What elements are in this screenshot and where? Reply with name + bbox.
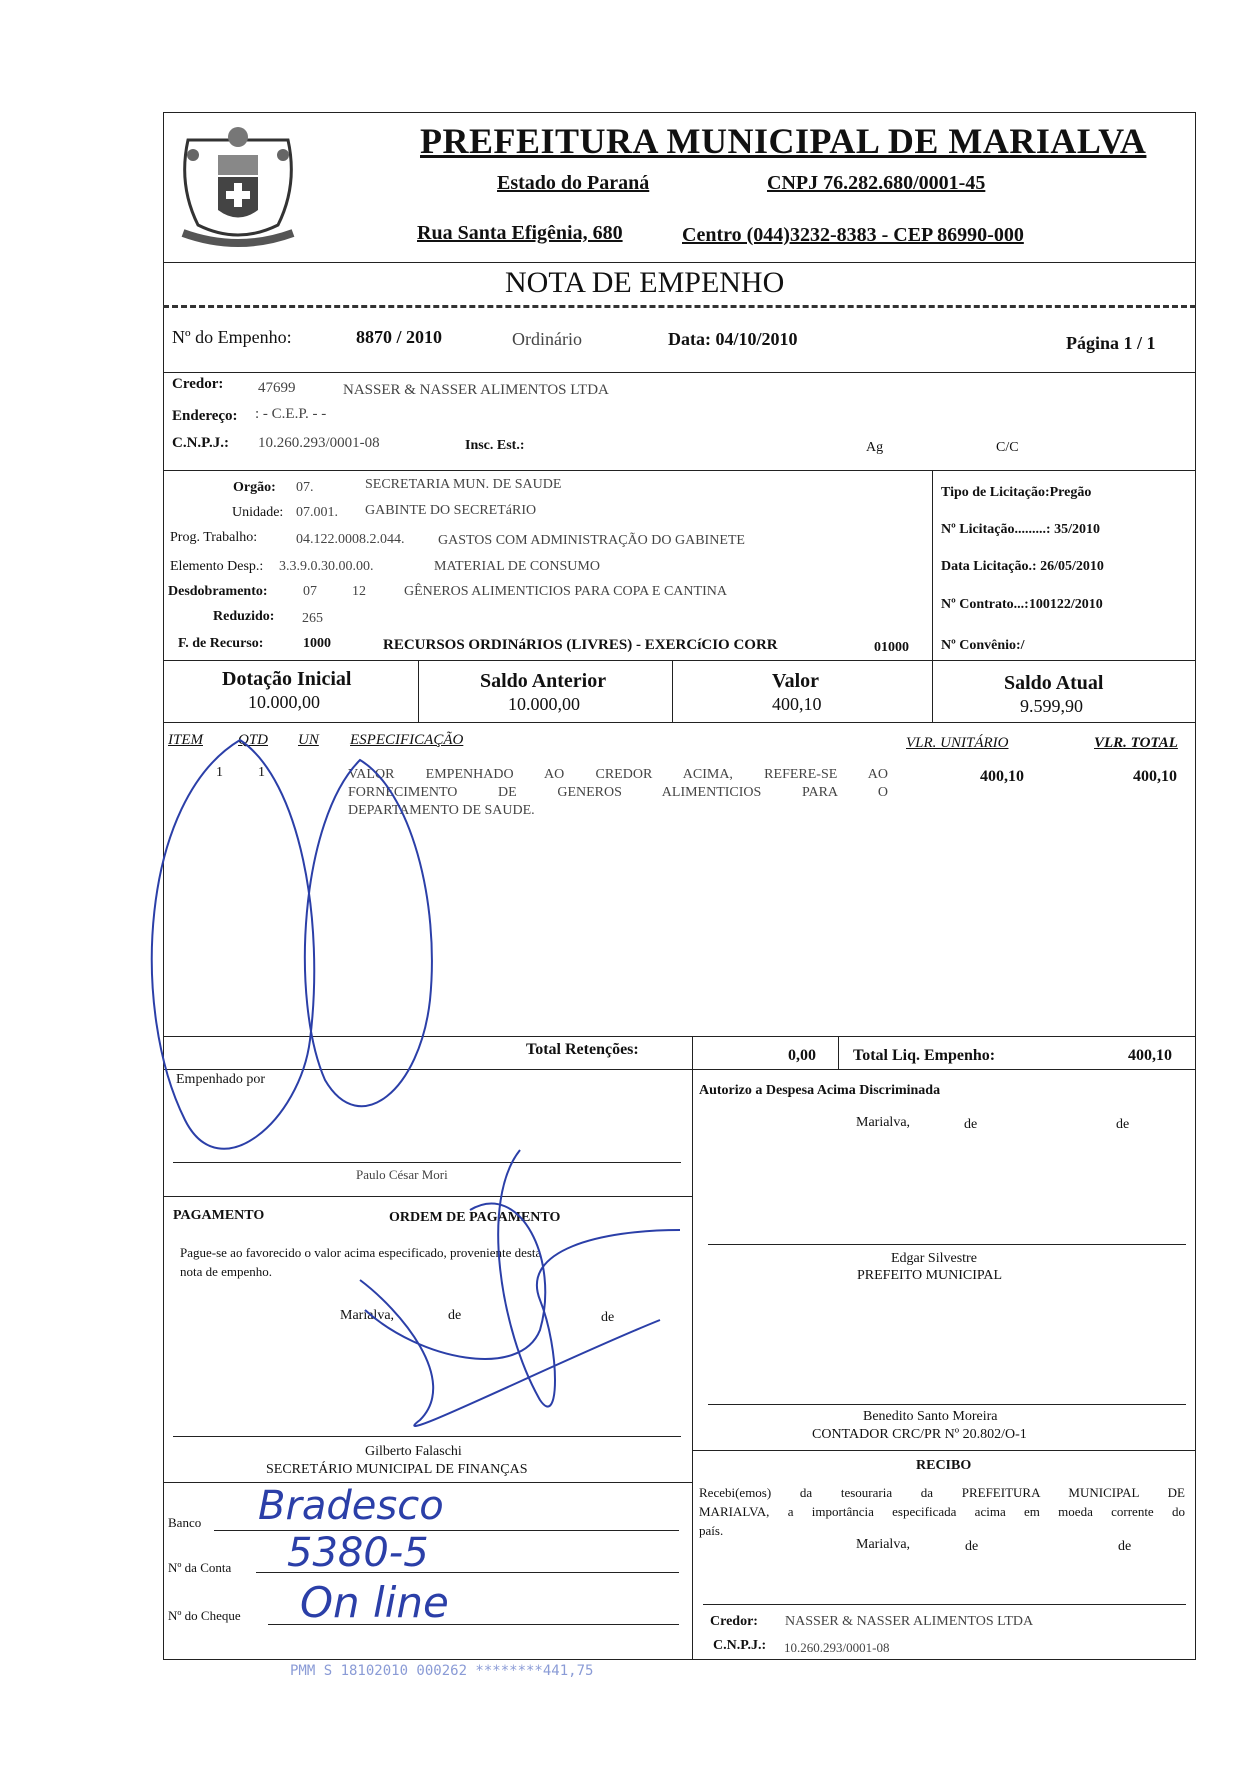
ordem-pagamento-label: ORDEM DE PAGAMENTO [389,1210,561,1225]
divider [163,1036,1196,1037]
numero-licitacao: Nº Licitação.........: 35/2010 [941,522,1100,537]
divider [163,1069,1196,1070]
frame-bottom [163,1659,1196,1660]
contador-role: CONTADOR CRC/PR Nº 20.802/O-1 [812,1427,1027,1442]
recurso-num: 01000 [874,640,909,655]
reduzido-value: 265 [302,611,323,626]
saldo-atual-label: Saldo Atual [1004,672,1104,694]
cheque-handwritten: On line [300,1578,449,1627]
prog-name: GASTOS COM ADMINISTRAÇÃO DO GABINETE [438,533,745,548]
reduzido-label: Reduzido: [213,609,275,624]
recibo-de2: de [1118,1539,1132,1554]
desdobramento-name: GÊNEROS ALIMENTICIOS PARA COPA E CANTINA [404,584,727,599]
pagamento-city: Marialva, [340,1308,395,1323]
numero-contrato: Nº Contrato...:100122/2010 [941,597,1103,612]
valor-label: Valor [772,670,820,692]
autorizo-de2: de [1116,1117,1130,1132]
recibo-text-line1: Recebi(emos) da tesouraria da PREFEITURA MUNICIPAL DE [699,1485,1185,1500]
cnpj-label: C.N.P.J.: [172,435,229,451]
elemento-label: Elemento Desp.: [170,559,264,574]
cnpj-value: 10.260.293/0001-08 [258,435,380,451]
prefeito-signer: Edgar Silvestre [891,1251,977,1266]
divider [418,660,419,722]
banco-handwritten: Bradesco [258,1483,444,1529]
divider [163,722,1196,723]
unidade-name: GABINTE DO SECRETáRIO [365,503,537,518]
col-un: UN [298,732,319,748]
municipal-coat-of-arms [168,115,308,255]
empenhado-label: Empenhado por [176,1072,266,1087]
divider [163,372,1196,373]
contador-signer: Benedito Santo Moreira [863,1409,998,1424]
frame-right [1195,112,1196,1660]
credor-code: 47699 [258,380,296,396]
pagamento-text-line2: nota de empenho. [180,1264,273,1279]
empenho-label: Nº do Empenho: [172,327,292,347]
autorizo-label: Autorizo a Despesa Acima Discriminada [699,1083,941,1098]
insc-est-label: Insc. Est.: [465,438,525,453]
signature-line [173,1436,681,1437]
recibo-title: RECIBO [916,1458,972,1473]
signature-line [708,1244,1186,1245]
orgao-name: SECRETARIA MUN. DE SAUDE [365,477,562,492]
item-desc-line2: FORNECIMENTO DE GENEROS ALIMENTICIOS PARA O [348,785,888,800]
banco-label: Banco [168,1515,202,1530]
prog-code: 04.122.0008.2.044. [296,532,405,547]
liquido-value: 400,10 [1128,1047,1172,1064]
desdobramento-label: Desdobramento: [168,584,268,599]
divider [672,660,673,722]
recurso-name: RECURSOS ORDINáRIOS (LIVRES) - EXERCíCIO CORR [383,637,778,653]
divider [163,1196,692,1197]
orgao-code: 07. [296,480,314,495]
orgao-label: Orgão: [233,480,276,495]
col-item: ITEM [168,732,203,748]
signature-loop-bottom [360,1150,680,1426]
recibo-text-line3: país. [699,1523,724,1538]
state-name: Estado do Paraná [497,172,650,194]
item-unit-value: 400,10 [980,768,1024,785]
empenho-type: Ordinário [512,329,582,349]
pagamento-de2: de [601,1310,615,1325]
item-desc-line1: VALOR EMPENHADO AO CREDOR ACIMA, REFERE-SE AO [348,767,888,782]
divider [932,470,933,660]
org-address: Rua Santa Efigênia, 680 [417,222,623,244]
org-contact: Centro (044)3232-8383 - CEP 86990-000 [682,224,1024,246]
dotacao-label: Dotação Inicial [222,668,352,690]
frame-top [163,112,1196,113]
item-number: 1 [216,765,223,780]
unidade-code: 07.001. [296,505,338,520]
cheque-label: Nº do Cheque [168,1608,241,1623]
autorizo-city: Marialva, [856,1115,911,1130]
signature-line [173,1162,681,1163]
recibo-credor-name: NASSER & NASSER ALIMENTOS LTDA [785,1614,1034,1629]
signature-line [703,1604,1186,1605]
credor-label: Credor: [172,376,224,392]
recurso-code: 1000 [303,636,331,651]
conta-label: Nº da Conta [168,1560,232,1575]
desdobramento-code: 07 [303,584,317,599]
divider [163,660,1196,661]
org-name: PREFEITURA MUNICIPAL DE MARIALVA [420,121,1147,161]
unidade-label: Unidade: [232,505,284,520]
retencoes-value: 0,00 [788,1047,816,1064]
tipo-licitacao: Tipo de Licitação:Pregão [941,485,1092,500]
org-cnpj: CNPJ 76.282.680/0001-45 [767,172,986,194]
divider [163,305,1196,308]
recibo-credor-label: Credor: [710,1614,758,1629]
valor-value: 400,10 [772,694,822,714]
page-number: Página 1 / 1 [1066,333,1156,353]
divider [838,1036,839,1069]
saldo-anterior-value: 10.000,00 [508,694,580,714]
col-vlr-unitario: VLR. UNITÁRIO [906,735,1009,751]
item-total-value: 400,10 [1133,768,1177,785]
elemento-name: MATERIAL DE CONSUMO [434,559,600,574]
endereco-value: : - C.E.P. - - [255,406,327,422]
recibo-de1: de [965,1539,979,1554]
divider [692,1450,1196,1451]
credor-name: NASSER & NASSER ALIMENTOS LTDA [343,382,609,398]
pagamento-text-line1: Pague-se ao favorecido o valor acima especificado, proveniente desta [180,1245,542,1260]
cc-label: C/C [996,440,1019,455]
divider [692,1069,693,1659]
prefeito-role: PREFEITO MUNICIPAL [857,1268,1003,1283]
empenho-number: 8870 / 2010 [356,327,443,347]
elemento-code: 3.3.9.0.30.00.00. [279,559,374,574]
prog-label: Prog. Trabalho: [170,530,258,545]
dotacao-value: 10.000,00 [248,692,320,712]
retencoes-label: Total Retenções: [526,1041,639,1058]
liquido-label: Total Liq. Empenho: [853,1047,996,1064]
signature-sweep [365,1204,545,1359]
col-especificacao: ESPECIFICAÇÃO [350,732,464,748]
empenho-date: Data: 04/10/2010 [668,329,798,349]
recibo-cnpj-value: 10.260.293/0001-08 [784,1640,890,1655]
item-desc-line3: DEPARTAMENTO DE SAUDE. [348,803,535,818]
col-qtd: QTD [238,732,269,748]
signature-line [708,1404,1186,1405]
ag-label: Ag [866,440,884,455]
col-vlr-total: VLR. TOTAL [1094,735,1178,751]
empenhado-signer: Paulo César Mori [356,1167,448,1182]
divider [692,1036,693,1069]
numero-convenio: Nº Convênio:/ [941,638,1025,653]
recurso-label: F. de Recurso: [178,636,264,651]
saldo-anterior-label: Saldo Anterior [480,670,607,692]
conta-handwritten: 5380-5 [287,1530,429,1576]
banco-line [214,1530,679,1531]
divider [163,470,1196,471]
frame-left [163,112,164,1660]
item-qtd: 1 [258,765,265,780]
payment-stamp: PMM S 18102010 000262 ********441,75 [290,1663,594,1679]
divider [163,262,1196,263]
saldo-atual-value: 9.599,90 [1020,696,1083,716]
document-title: NOTA DE EMPENHO [505,266,785,299]
desdobramento-sub: 12 [352,584,366,599]
endereco-label: Endereço: [172,408,238,424]
pagamento-label: PAGAMENTO [173,1208,265,1223]
data-licitacao: Data Licitação.: 26/05/2010 [941,559,1104,574]
pagamento-de1: de [448,1308,462,1323]
recibo-text-line2: MARIALVA, a importância especificada acima em moeda corrente do [699,1504,1185,1519]
recibo-cnpj-label: C.N.P.J.: [713,1638,767,1653]
financas-signer: Gilberto Falaschi [365,1444,462,1459]
financas-role: SECRETÁRIO MUNICIPAL DE FINANÇAS [266,1462,528,1477]
recibo-city: Marialva, [856,1537,911,1552]
divider [932,660,933,722]
autorizo-de1: de [964,1117,978,1132]
